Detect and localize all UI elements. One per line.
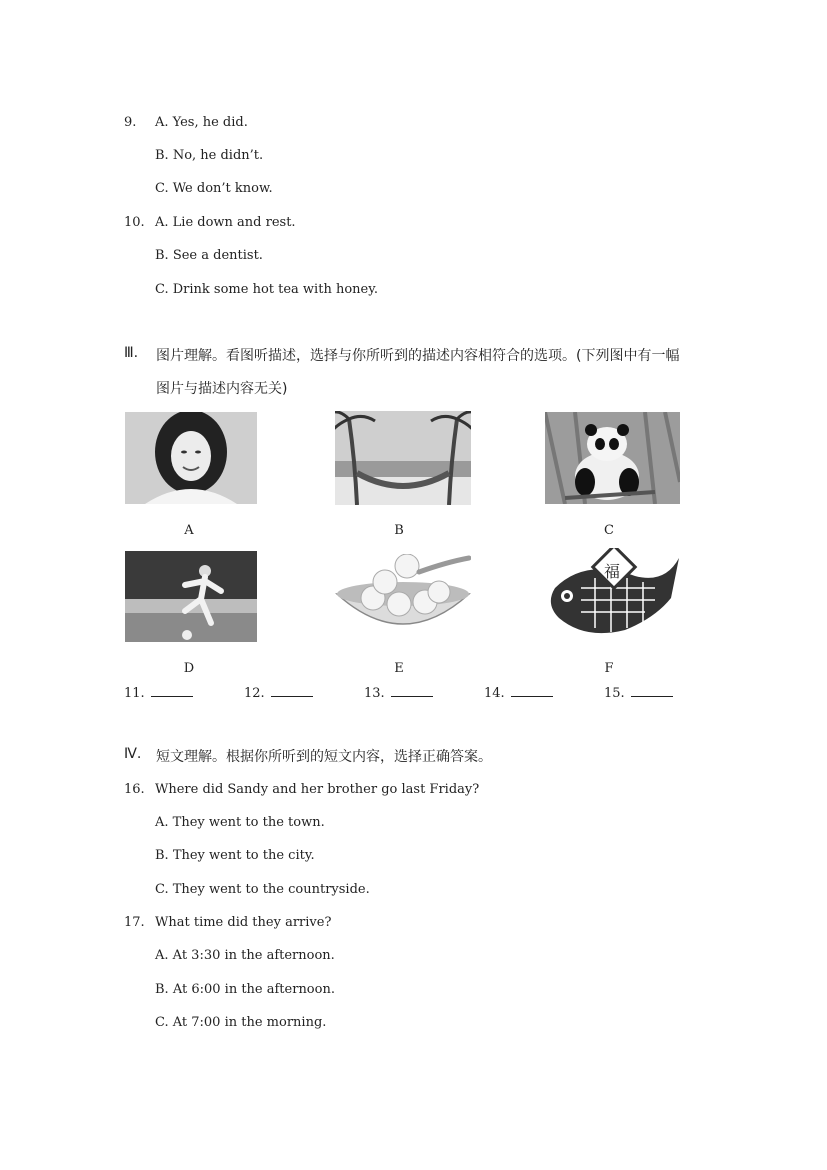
- option-a: A. Lie down and rest.: [155, 215, 296, 230]
- answer-blank[interactable]: [511, 684, 553, 697]
- answer-number: 11.: [124, 686, 145, 701]
- answer-number: 12.: [244, 686, 265, 701]
- option-a: A. Yes, he did.: [155, 115, 248, 130]
- section-instruction: 短文理解。根据你所听到的短文内容，选择正确答案。: [156, 749, 492, 765]
- section-instruction-line1: 图片理解。看图听描述，选择与你所听到的描述内容相符合的选项。(下列图中有一幅: [156, 348, 680, 364]
- option-c: C. Drink some hot tea with honey.: [155, 282, 378, 297]
- answer-blank[interactable]: [271, 684, 313, 697]
- option-b: B. They went to the city.: [155, 848, 315, 863]
- answer-15[interactable]: [604, 684, 673, 701]
- option-b: B. No, he didn’t.: [155, 148, 264, 163]
- answer-11[interactable]: [124, 684, 193, 701]
- fu-character: 福: [604, 562, 621, 581]
- picture-d-football: [125, 551, 257, 642]
- question-text: Where did Sandy and her brother go last Friday?: [155, 782, 480, 797]
- answer-blank[interactable]: [391, 684, 433, 697]
- answer-number: 14.: [484, 686, 505, 701]
- section-instruction-line2: 图片与描述内容无关): [156, 381, 288, 397]
- picture-e-dumplings: [335, 554, 471, 642]
- answer-14[interactable]: [484, 684, 553, 701]
- picture-a-woman: [125, 412, 257, 504]
- football-player-image: [125, 551, 257, 642]
- sweet-dumplings-image: [335, 554, 471, 642]
- answer-blank[interactable]: [151, 684, 193, 697]
- picture-f-papercut: [545, 548, 682, 642]
- question-number: 10.: [124, 215, 145, 230]
- question-number: 16.: [124, 782, 145, 797]
- answer-number: 13.: [364, 686, 385, 701]
- option-c: C. We don’t know.: [155, 181, 273, 196]
- picture-c-panda: [545, 412, 680, 504]
- answer-12[interactable]: [244, 684, 313, 701]
- option-a: A. At 3:30 in the afternoon.: [155, 948, 335, 963]
- picture-e-label: E: [394, 661, 404, 676]
- picture-a-label: A: [184, 523, 194, 538]
- section-roman: Ⅲ.: [124, 345, 139, 361]
- option-c: C. At 7:00 in the morning.: [155, 1015, 327, 1030]
- woman-portrait-image: [125, 412, 257, 504]
- answer-blank[interactable]: [631, 684, 673, 697]
- picture-c-label: C: [604, 523, 614, 538]
- option-a: A. They went to the town.: [155, 815, 325, 830]
- question-number: 17.: [124, 915, 145, 930]
- panda-image: [545, 412, 680, 504]
- picture-f-label: F: [604, 661, 614, 676]
- hammock-beach-image: [335, 411, 471, 505]
- option-b: B. See a dentist.: [155, 248, 263, 263]
- answer-number: 15.: [604, 686, 625, 701]
- section-roman: Ⅳ.: [124, 746, 142, 762]
- question-text: What time did they arrive?: [155, 915, 332, 930]
- picture-b-label: B: [394, 523, 404, 538]
- option-b: B. At 6:00 in the afternoon.: [155, 982, 335, 997]
- question-number: 9.: [124, 115, 137, 130]
- picture-b-hammock: [335, 411, 471, 505]
- picture-d-label: D: [183, 661, 195, 676]
- option-c: C. They went to the countryside.: [155, 882, 370, 897]
- answer-13[interactable]: [364, 684, 433, 701]
